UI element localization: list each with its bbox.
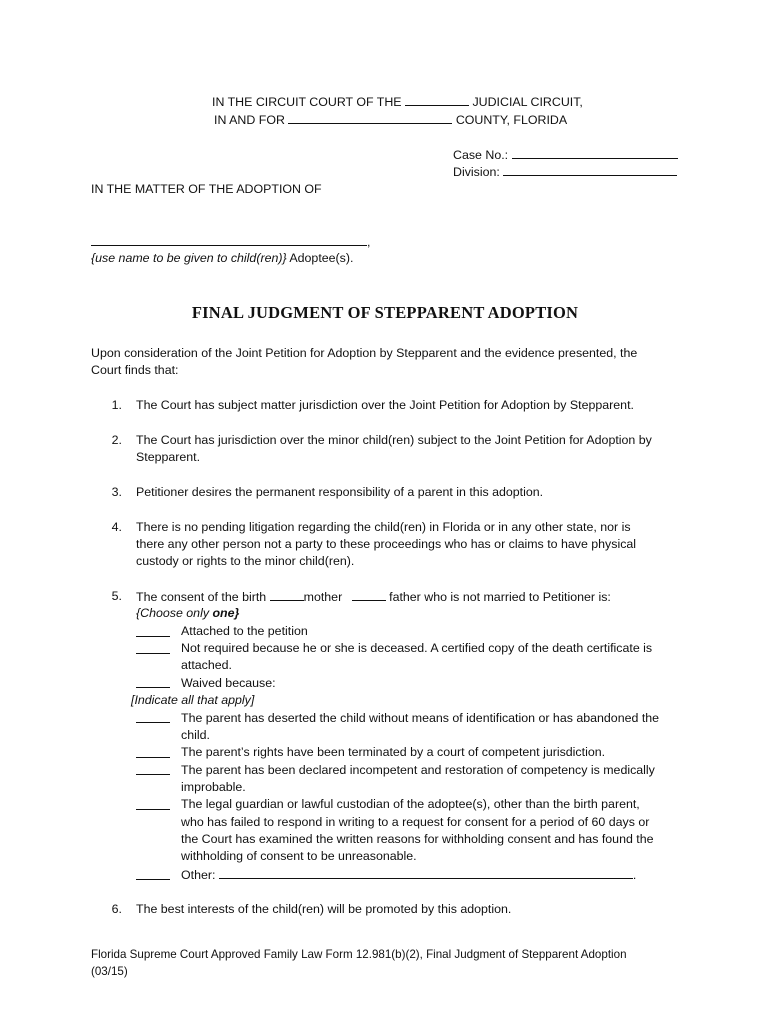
option-not-required-text: attached. [181,658,232,672]
reason-deserted-text: child. [181,728,210,742]
in-and-for-label: IN AND FOR [214,113,285,127]
court-prefix: IN THE CIRCUIT COURT OF THE [212,95,402,109]
division-label: Division: [453,165,500,179]
finding-2-number: 2. [111,433,122,447]
circuit-blank[interactable] [405,93,469,106]
reason-guardian-text: who has failed to respond in writing to a request for consent for a period of 60 days or [181,815,650,829]
choose-prefix: {Choose only [136,606,210,620]
footer-form-line: Florida Supreme Court Approved Family Law Form 12.981(b)(2), Final Judgment of Stepparent Adoption [91,948,627,961]
court-line [212,93,583,111]
county-label: COUNTY, FLORIDA [455,113,568,127]
page-title: FINAL JUDGMENT OF STEPPARENT ADOPTION [191,303,579,322]
finding-4-text: custody or rights to the minor child(ren). [136,554,355,568]
mother-label: mother [303,590,343,604]
footer-date: (03/15) [91,965,128,978]
option-waived-text: Waived because: [181,676,276,690]
case-no-label: Case No.: [453,148,509,162]
finding-4-text: there any other person not a party to these proceedings who has or claims to have physical [136,537,637,551]
reason-terminated-blank[interactable] [136,745,170,758]
intro-line-1: Upon consideration of the Joint Petition for Adoption by Stepparent and the evidence presented, the [91,346,638,360]
reason-guardian-text: The legal guardian or lawful custodian of the adoptee(s), other than the birth parent, [181,797,640,811]
other-end: . [632,868,637,882]
choose-one-emphasis: one} [212,606,240,620]
finding-4-number: 4. [111,520,122,534]
other-label: Other: [181,868,216,882]
reason-other-blank[interactable] [136,867,170,880]
reason-incompetent-text: improbable. [181,780,246,794]
option-waived-blank[interactable] [136,675,170,688]
intro-line-2: Court finds that: [91,363,179,377]
adoptee-name-blank[interactable] [91,233,367,246]
reason-incompetent-text: The parent has been declared incompetent and restoration of competency is medically [181,763,655,777]
option-not-required-text: Not required because he or she is deceased. A certified copy of the death certificate is [181,641,653,655]
division-blank[interactable] [503,163,677,176]
finding-3-number: 3. [111,485,122,499]
reason-guardian-text: the Court has examined the written reasons for withholding consent and has found the [181,832,654,846]
finding-5-number: 5. [111,589,122,603]
reason-other-line [181,866,636,884]
reason-deserted-text: The parent has deserted the child without means of identification or has abandoned the [181,711,660,725]
finding-2-text: Stepparent. [136,450,201,464]
case-no-blank[interactable] [512,146,678,159]
father-label: father who is not married to Petitioner is: [389,590,611,604]
adoptee-name-line [91,233,370,251]
finding-4-text: There is no pending litigation regarding the child(ren) in Florida or in any other state, nor is [136,520,631,534]
matter-label: IN THE MATTER OF THE ADOPTION OF [91,182,322,196]
mother-checkbox-blank[interactable] [270,588,304,601]
judicial-circuit-label: JUDICIAL CIRCUIT, [472,95,583,109]
adoptees-label: Adoptee(s). [289,251,354,265]
reason-guardian-text: withholding of consent to be unreasonable. [181,849,417,863]
county-line [214,111,567,129]
other-reason-field[interactable] [219,866,633,879]
finding-2-text: The Court has jurisdiction over the minor child(ren) subject to the Joint Petition for Adoption by [136,433,652,447]
option-attached-text: Attached to the petition [181,624,308,638]
finding-6-number: 6. [111,902,122,916]
adoptee-instruction [91,250,353,267]
division-line [453,163,677,181]
reason-guardian-blank[interactable] [136,797,170,810]
option-not-required-blank[interactable] [136,641,170,654]
consent-prefix: The consent of the birth [136,590,267,604]
reason-deserted-blank[interactable] [136,710,170,723]
reason-incompetent-blank[interactable] [136,762,170,775]
option-attached-blank[interactable] [136,624,170,637]
name-instruction: {use name to be given to child(ren)} [91,251,287,265]
county-blank[interactable] [288,111,452,124]
adoptee-comma: , [367,235,371,249]
choose-one-note [136,605,239,622]
indicate-note: [Indicate all that apply] [131,693,255,707]
case-no-line [453,146,678,164]
reason-terminated-text: The parent’s rights have been terminated by a court of competent jurisdiction. [181,745,606,759]
finding-3-text: Petitioner desires the permanent responsibility of a parent in this adoption. [136,485,544,499]
finding-1-text: The Court has subject matter jurisdiction over the Joint Petition for Adoption by Stepparent. [136,398,634,412]
finding-6-text: The best interests of the child(ren) will be promoted by this adoption. [136,902,512,916]
consent-line [136,588,611,606]
father-checkbox-blank[interactable] [352,588,386,601]
finding-1-number: 1. [111,398,122,412]
